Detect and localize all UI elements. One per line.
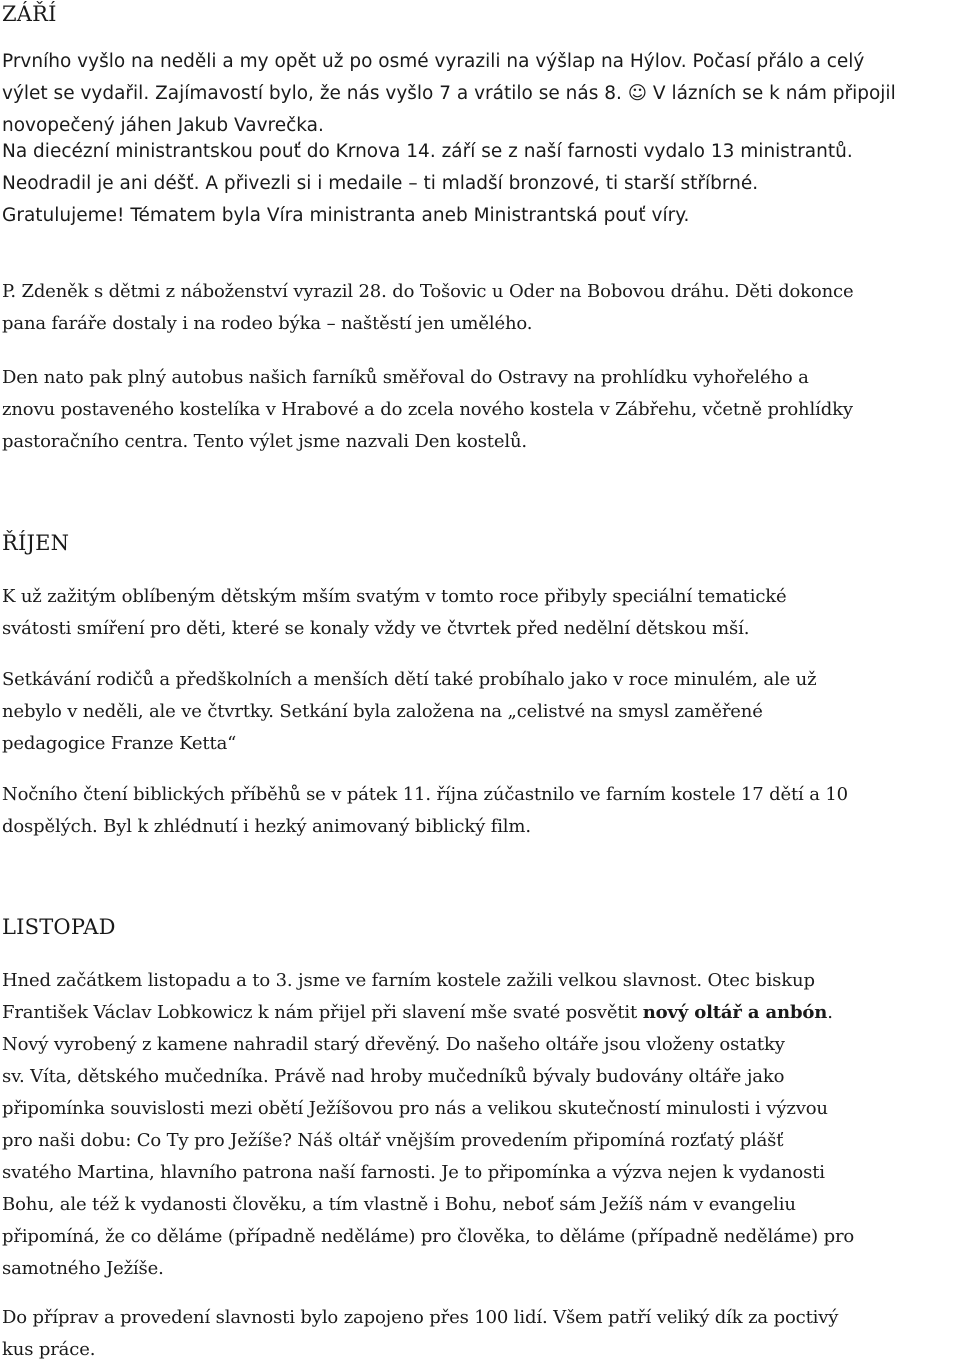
text-line: sv. Víta, dětského mučedníka. Právě nad hroby mučedníků bývaly budovány oltáře jako [2,1066,785,1087]
text-line: dospělých. Byl k zhlédnutí i hezký animovaný biblický film. [2,816,531,837]
text-line: svatého Martina, hlavního patrona naší farnosti. Je to připomínka a výzva nejen k vydanosti [2,1162,825,1183]
text-line: pana faráře dostaly i na rodeo býka – naštěstí jen umělého. [2,313,533,334]
text-line: kus práce. [2,1339,96,1360]
text-line: Hned začátkem listopadu a to 3. jsme ve farním kostele zažili velkou slavnost. Otec biskup [2,970,815,991]
text-line: Do příprav a provedení slavnosti bylo zapojeno přes 100 lidí. Všem patří veliký dík za poctivý [2,1307,839,1328]
paragraph [2,136,853,232]
text-line: Den nato pak plný autobus našich farníků směřoval do Ostravy na prohlídku vyhořelého a [2,367,809,388]
text-line: Nočního čtení biblických příběhů se v pátek 11. října zúčastnilo ve farním kostele 17 dětí a 10 [2,784,848,805]
text-line: Bohu, ale též k vydanosti člověku, a tím vlastně i Bohu, neboť sám Ježíš nám v evangeliu [2,1194,796,1215]
text-line: znovu postaveného kostelíka v Hrabové a do zcela nového kostela v Zábřehu, včetně prohlídky [2,399,853,420]
text-line: Na diecézní ministrantskou pouť do Krnova 14. září se z naší farnosti vydalo 13 ministrantů. [2,141,853,162]
text-line: Nový vyrobený z kamene nahradil starý dřevěný. Do našeho oltáře jsou vloženy ostatky [2,1034,785,1055]
section-heading-listopad: LISTOPAD [2,915,116,939]
section-heading-zari: ZÁŘÍ [2,2,57,26]
paragraph [2,276,853,340]
section-heading-rijen: ŘÍJEN [2,531,70,555]
paragraph [2,965,854,1285]
paragraph [2,581,787,645]
text-run: . [827,1002,833,1023]
text-line: K už zažitým oblíbeným dětským mším svatým v tomto roce přibyly speciální tematické [2,586,787,607]
text-line: nebylo v neděli, ale ve čtvrtky. Setkání byla založena na „celistvé na smysl zaměřené [2,701,763,722]
paragraph [2,362,853,458]
paragraph [2,664,816,760]
paragraph [2,779,848,843]
text-run: František Václav Lobkowicz k nám přijel při slavení mše svaté posvětit [2,1002,643,1023]
text-line: Prvního vyšlo na neděli a my opět už po osmé vyrazili na výšlap na Hýlov. Počasí přálo a celý [2,51,865,72]
text-line: výlet se vydařil. Zajímavostí bylo, že nás vyšlo 7 a vrátilo se nás 8. ☺ V lázních se k nám připojil [2,83,896,104]
text-line: pastoračního centra. Tento výlet jsme nazvali Den kostelů. [2,431,528,452]
text-line: Setkávání rodičů a předškolních a menších dětí také probíhalo jako v roce minulém, ale už [2,669,817,690]
text-line: Neodradil je ani déšť. A přivezli si i medaile – ti mladší bronzové, ti starší stříbrné. [2,173,759,194]
text-line: připomíná, že co děláme (případně neděláme) pro člověka, to děláme (případně neděláme) pro [2,1226,855,1247]
text-line: pedagogice Franze Ketta“ [2,733,237,754]
paragraph [2,1302,838,1366]
text-line: Gratulujeme! Tématem byla Víra ministranta aneb Ministrantská pouť víry. [2,205,690,226]
text-line: novopečený jáhen Jakub Vavrečka. [2,115,324,136]
text-line [2,997,854,1029]
text-line: pro naši dobu: Co Ty pro Ježíše? Náš oltář vnějším provedením připomíná rozťatý plášť [2,1130,784,1151]
text-line: samotného Ježíše. [2,1258,164,1279]
paragraph [2,46,896,142]
text-line: P. Zdeněk s dětmi z náboženství vyrazil 28. do Tošovic u Oder na Bobovou dráhu. Děti dokonce [2,281,854,302]
text-line: svátosti smíření pro děti, které se konaly vždy ve čtvrtek před nedělní dětskou mší. [2,618,750,639]
text-line: připomínka souvislosti mezi obětí Ježíšovou pro nás a velikou skutečností minulosti i výzvou [2,1098,828,1119]
emphasis-text: nový oltář a anbón [642,1002,828,1023]
